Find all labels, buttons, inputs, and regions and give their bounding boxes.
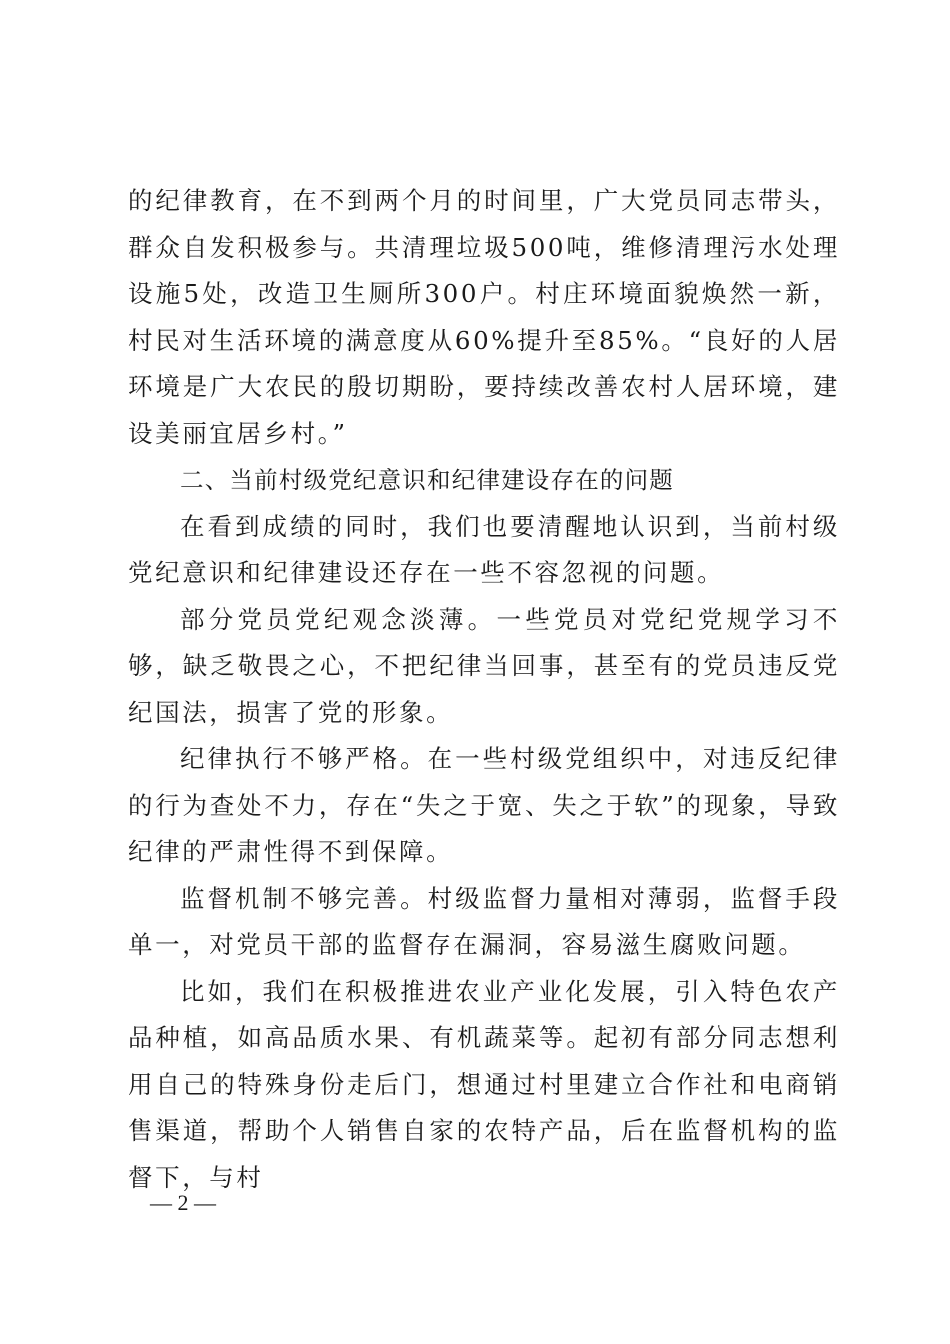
- paragraph-continuation: 的纪律教育，在不到两个月的时间里，广大党员同志带头，群众自发积极参与。共清理垃圾500吨，维修清理污水处理设施5处，改造卫生厕所300户。村庄环境面貌焕然一新，村民对生活环境的满意度从60%提升至85%。“良好的人居环境是广大农民的殷切期盼，要持续改善农村人居环境，建设美丽宜居乡村。”: [128, 186, 840, 448]
- section-heading: 二、当前村级党纪意识和纪律建设存在的问题: [180, 466, 674, 494]
- paragraph-issue-supervision: 监督机制不够完善。村级监督力量相对薄弱，监督手段单一，对党员干部的监督存在漏洞，容易滋生腐败问题。: [128, 883, 840, 959]
- paragraph-issue-enforcement: 纪律执行不够严格。在一些村级党组织中，对违反纪律的行为查处不力，存在“失之于宽、失之于软”的现象，导致纪律的严肃性得不到保障。: [128, 744, 840, 866]
- paragraph-intro: 在看到成绩的同时，我们也要清醒地认识到，当前村级党纪意识和纪律建设还存在一些不容忽视的问题。: [128, 511, 840, 587]
- page-number: — 2 —: [150, 1190, 216, 1215]
- paragraph-example: 比如，我们在积极推进农业产业化发展，引入特色农产品种植，如高品质水果、有机蔬菜等。起初有部分同志想利用自己的特殊身份走后门，想通过村里建立合作社和电商销售渠道，帮助个人销售自家的农特产品，后在监督机构的监督下，与村: [128, 976, 840, 1192]
- paragraph-issue-awareness: 部分党员党纪观念淡薄。一些党员对党纪党规学习不够，缺乏敬畏之心，不把纪律当回事，甚至有的党员违反党纪国法，损害了党的形象。: [128, 604, 840, 727]
- document-body: [128, 178, 840, 1201]
